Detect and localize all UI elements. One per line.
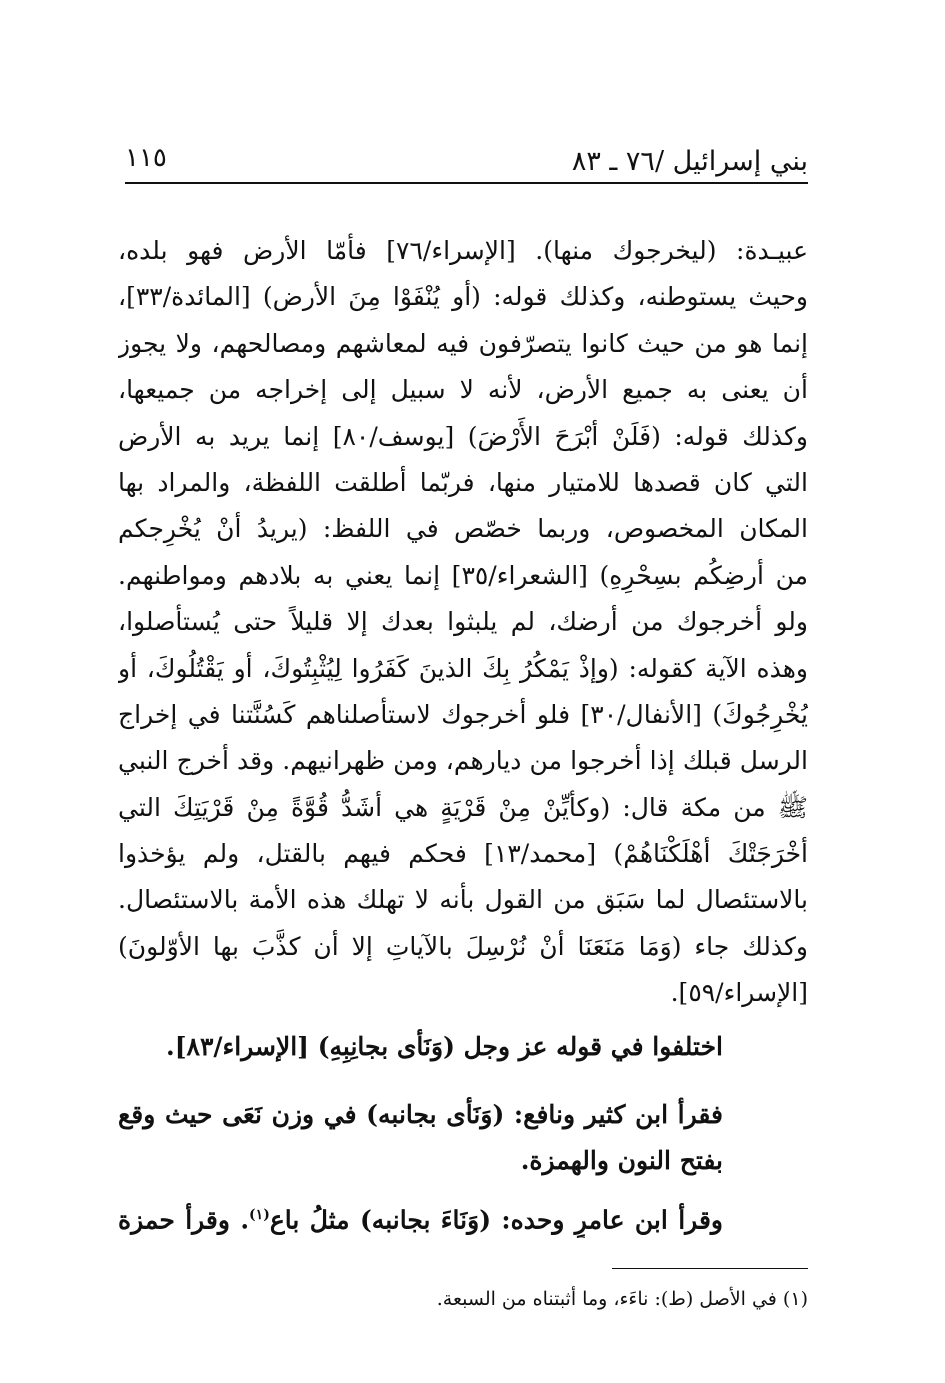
- text-line: التي كان قصدها للامتيار منها، فربّما أطلقت اللفظة، والمراد بها: [118, 467, 808, 497]
- text-run: وقرأ ابن عامرٍ وحده: (وَنَاءَ بجانبه) مثلُ باع: [269, 1205, 723, 1235]
- text-line: [الإسراء/٥٩].: [670, 978, 808, 1008]
- running-head: [125, 140, 808, 188]
- text-line: بالاستئصال لما سَبَق من القول بأنه لا تهلك هذه الأمة بالاستئصال.: [118, 885, 808, 915]
- page-number: ١١٥: [125, 143, 167, 173]
- footnote: (١) في الأصل (ط): ناءَء، وما أثبتناه من السبعة.: [436, 1288, 808, 1310]
- heading-line: اختلفوا في قوله عز وجل (وَنَأى بجانِبِهِ) [الإسراء/٨٣].: [165, 1032, 723, 1061]
- text-line: من أرضِكُم بسِحْرِهِ) [الشعراء/٣٥] إنما يعني به بلادهم ومواطنهم.: [118, 560, 808, 590]
- text-line: المكان المخصوص، وربما خصّص في اللفظ: (يريدُ أنْ يُخْرِجكم: [118, 514, 808, 544]
- reading-paragraph: [118, 1092, 723, 1185]
- text-line: [118, 1192, 723, 1238]
- running-title: بني إسرائيل /٧٦ ـ ٨٣: [571, 146, 808, 177]
- text-line: وكذلك جاء (وَمَا مَنَعَنَا أنْ نُرْسِلَ بالآياتِ إلا أن كذَّبَ بها الأوّلونَ): [118, 931, 808, 961]
- text-line: فقرأ ابن كثير ونافع: (وَنَأى بجانبه) في وزن نَعَى حيث وقع: [118, 1100, 723, 1129]
- text-run: . وقرأ حمزة: [118, 1205, 250, 1235]
- main-text: [118, 228, 808, 1017]
- text-line: وكذلك قوله: (فَلَنْ أبْرَحَ الأَرْضَ) [يوسف/٨٠] إنما يريد به الأرض: [118, 421, 808, 451]
- text-line: الرسل قبلك إذا أخرجوا من ديارهم، ومن ظهرانيهم. وقد أخرج النبي: [118, 746, 808, 776]
- text-line: وحيث يستوطنه، وكذلك قوله: (أو يُنْفَوْا مِنَ الأرض) [المائدة/٣٣]،: [118, 282, 808, 312]
- text-line: إنما هو من حيث كانوا يتصرّفون فيه لمعاشهم ومصالحهم، ولا يجوز: [118, 328, 808, 358]
- footnote-rule: [612, 1268, 808, 1269]
- header-rule: [125, 182, 808, 184]
- text-line: بفتح النون والهمزة.: [520, 1146, 723, 1176]
- text-line: ولو أخرجوك من أرضك، لم يلبثوا بعدك إلا قليلاً حتى يُستأصلوا،: [118, 607, 808, 637]
- reading-paragraph: [118, 1192, 723, 1238]
- text-line: أن يعنى به جميع الأرض، لأنه لا سبيل إلى إخراجه من جميعها،: [118, 375, 808, 405]
- text-line: ﷺ من مكة قال: (وكأيِّنْ مِنْ قَرْيَةٍ هي أشَدُّ قُوَّةً مِنْ قَرْيَتِكَ التي: [118, 792, 808, 822]
- section-heading: [118, 1024, 723, 1070]
- text-line: أخْرَجَتْكَ أهْلَكْنَاهُمْ) [محمد/١٣] فحكم فيهم بالقتل، ولم يؤخذوا: [118, 839, 808, 869]
- text-line: وهذه الآية كقوله: (وإذْ يَمْكُرُ بِكَ الذينَ كَفَرُوا لِيُثْبِتُوكَ، أو يَقْتُلُوكَ، أو: [118, 653, 808, 683]
- text-line: يُخْرِجُوكَ) [الأنفال/٣٠] فلو أخرجوك لاستأصلناهم كَسُنَّتنا في إخراج: [118, 699, 808, 729]
- footnote-ref[interactable]: (١): [249, 1207, 270, 1223]
- text-line: عبيـدة: (ليخرجوك منها). [الإسراء/٧٦] فأمّا الأرض فهو بلده،: [118, 236, 808, 265]
